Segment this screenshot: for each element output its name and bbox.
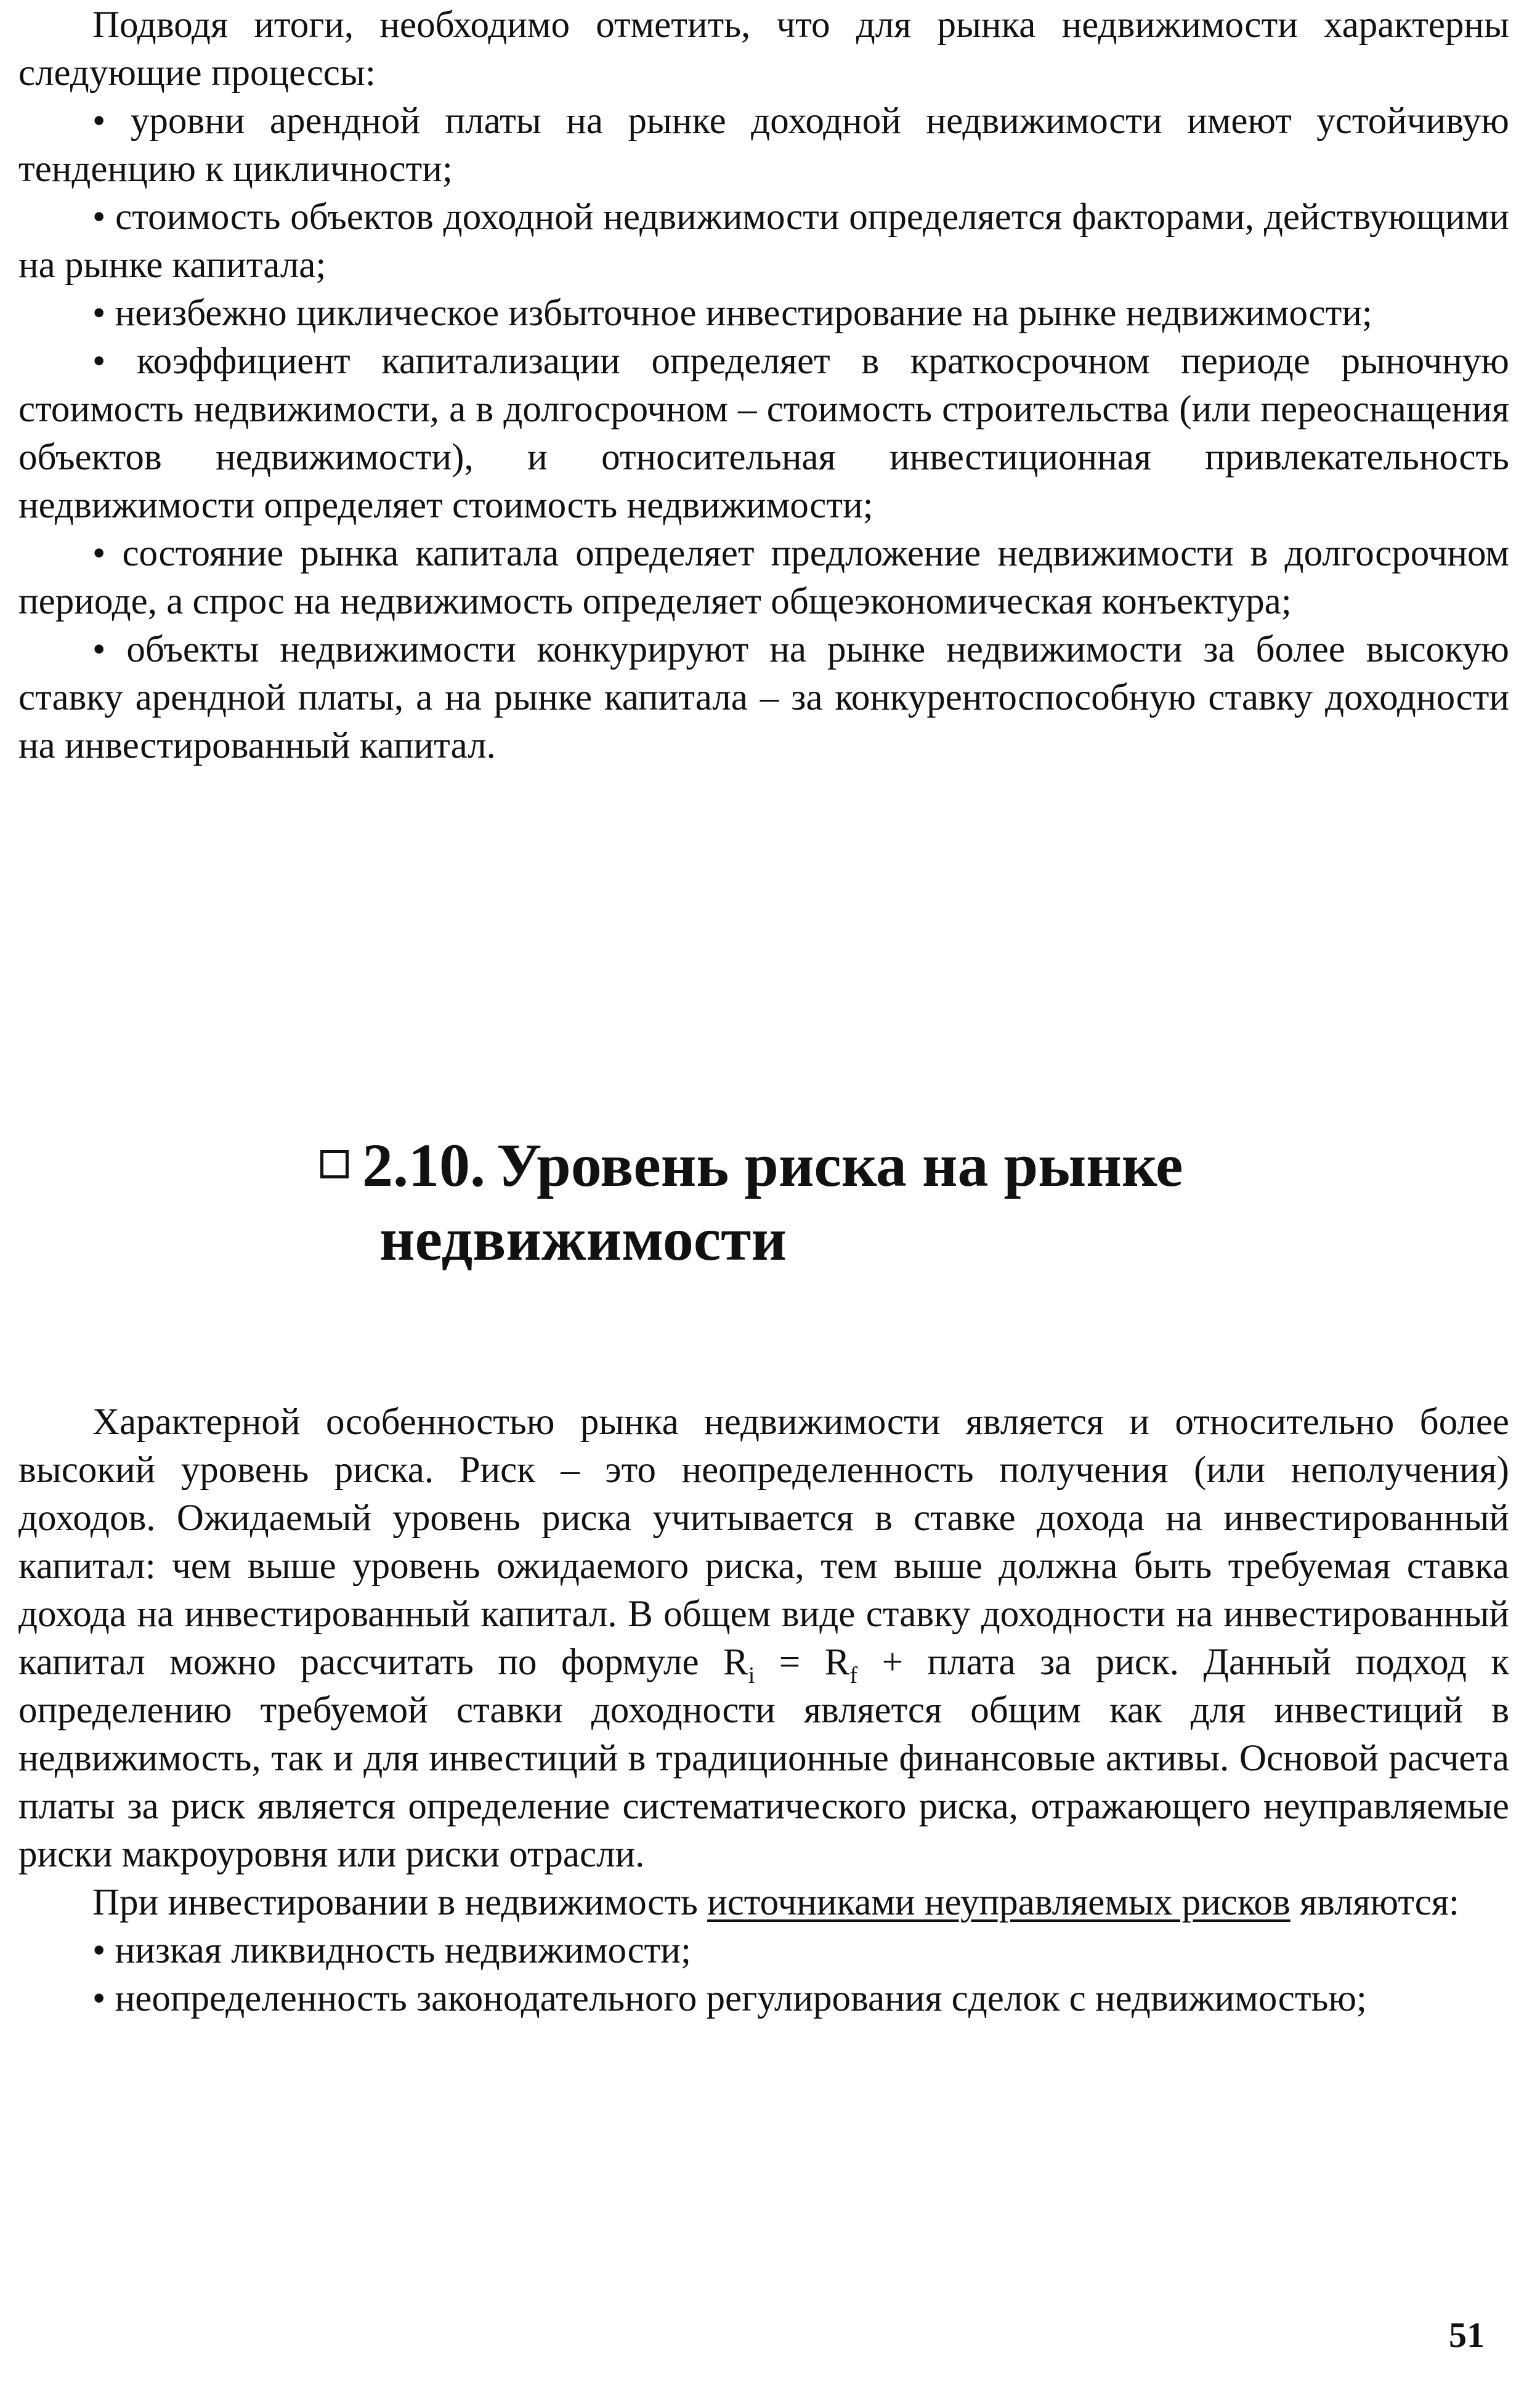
summary-bullet-5: • состояние рынка капитала определяет предложение недвижимости в долгосрочном периоде, а спрос на недвижимость определяет общеэкономическая конъектура; — [18, 533, 1509, 622]
formula-eq: = — [755, 1642, 825, 1683]
section-number: 2.10. — [362, 1131, 485, 1199]
section-box-icon — [320, 1150, 349, 1178]
risk-sources-underlined: источниками неуправляемых рисков — [707, 1882, 1291, 1923]
risk-bullet-1: • низкая ликвидность недвижимости; — [92, 1930, 691, 1971]
formula-sub-i: i — [748, 1663, 755, 1688]
formula-r2: R — [824, 1642, 850, 1683]
risk-paragraph-1-cont: Данный подход к определению требуемой ставки доходности является общим как для инвестиций в недвижимость, так и для инвестиций в традиционные финансовые активы. Основой расчета платы за риск является определение систематического риска, отражающего неуправляемые риски макроуровня или риски отрасли. — [18, 1642, 1510, 1875]
summary-section — [18, 0, 1509, 770]
risk-bullet-2: • неопределенность законодательного регулирования сделок с недвижимостью; — [92, 1978, 1367, 2019]
summary-intro: Подводя итоги, необходимо отметить, что для рынка недвижимости характерны следующие процессы: — [18, 4, 1509, 94]
risk-paragraph-1-text: Характерной особенностью рынка недвижимости является и относительно более высокий уровень риска. Риск – это неопределенность получения (или неполучения) доходов. Ожидаемый уровень риска учитывается в ставке дохода на инвестированный капитал: чем выше уровень ожидаемого риска, тем выше должна быть требуемая ставка дохода на инвестированный капитал. В общем виде ставку доходности на инвестированный капитал можно рассчитать по формуле — [18, 1401, 1509, 1683]
page-number: 51 — [1449, 2315, 1485, 2355]
section-heading — [320, 1129, 1429, 1276]
formula-r: R — [723, 1642, 748, 1683]
summary-bullet-2: • стоимость объектов доходной недвижимости определяется факторами, действующими на рынке капитала; — [18, 197, 1509, 286]
risk-section — [18, 1398, 1509, 2023]
formula-sub-f: f — [849, 1663, 858, 1688]
summary-bullet-1: • уровни арендной платы на рынке доходной недвижимости имеют устойчивую тенденцию к цикличности; — [18, 100, 1509, 190]
risk-paragraph-2-end: являются: — [1290, 1882, 1459, 1923]
summary-bullet-6: • объекты недвижимости конкурируют на рынке недвижимости за более высокую ставку арендной платы, а на рынке капитала – за конкурентоспособную ставку доходности на инвестированный капитал. — [18, 629, 1509, 766]
risk-paragraph-1 — [18, 1398, 1509, 1879]
risk-paragraph-2-start: При инвестировании в недвижимость — [92, 1882, 708, 1923]
formula-rest: + плата за риск. — [857, 1642, 1179, 1683]
section-title-line1: Уровень риска на рынке — [496, 1131, 1183, 1199]
summary-bullet-3: • неизбежно циклическое избыточное инвестирование на рынке недвижимости; — [92, 293, 1372, 334]
risk-paragraph-2 — [18, 1879, 1509, 1927]
formula — [723, 1642, 1179, 1688]
section-title-line2: недвижимости — [379, 1205, 787, 1273]
summary-bullet-4: • коэффициент капитализации определяет в краткосрочном периоде рыночную стоимость недвижимости, а в долгосрочном – стоимость строительства (или переоснащения объектов недвижимости), и относительная инвестиционная привлекательность недвижимости определяет стоимость недвижимости; — [18, 341, 1509, 526]
document-page — [18, 0, 1509, 2387]
